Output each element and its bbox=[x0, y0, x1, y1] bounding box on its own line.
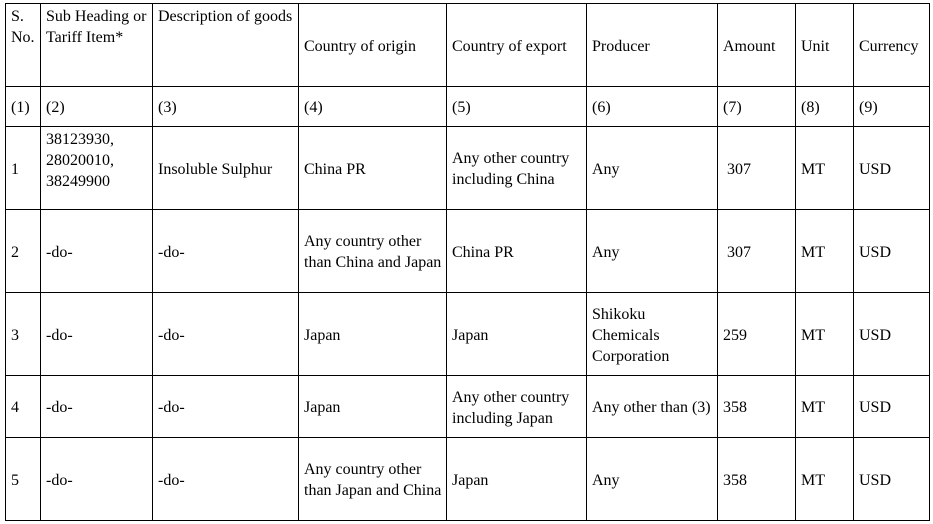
cell-currency: USD bbox=[854, 210, 930, 293]
column-number-cell: (3) bbox=[153, 87, 299, 127]
header-cell-country-of-export: Country of export bbox=[447, 4, 587, 87]
cell-sno: 4 bbox=[6, 376, 41, 438]
column-number-cell: (2) bbox=[41, 87, 153, 127]
table-row bbox=[6, 210, 930, 293]
cell-producer: Any other than (3) bbox=[587, 376, 718, 438]
column-number-row bbox=[6, 87, 930, 127]
column-number-cell: (9) bbox=[854, 87, 930, 127]
cell-amount: 358 bbox=[718, 376, 796, 438]
cell-country-of-export: Any other country including Japan bbox=[447, 376, 587, 438]
cell-sno: 2 bbox=[6, 210, 41, 293]
cell-description: Insoluble Sulphur bbox=[153, 127, 299, 210]
cell-sno: 3 bbox=[6, 293, 41, 376]
cell-currency: USD bbox=[854, 127, 930, 210]
header-cell-amount: Amount bbox=[718, 4, 796, 87]
cell-tariff-item: -do- bbox=[41, 293, 153, 376]
cell-country-of-export: China PR bbox=[447, 210, 587, 293]
cell-currency: USD bbox=[854, 376, 930, 438]
cell-sno: 1 bbox=[6, 127, 41, 210]
cell-description: -do- bbox=[153, 293, 299, 376]
cell-description: -do- bbox=[153, 210, 299, 293]
cell-amount: 307 bbox=[718, 210, 796, 293]
header-cell-description: Description of goods bbox=[153, 4, 299, 87]
cell-tariff-item: -do- bbox=[41, 438, 153, 521]
cell-producer: Any bbox=[587, 127, 718, 210]
cell-tariff-item: -do- bbox=[41, 376, 153, 438]
header-cell-currency: Currency bbox=[854, 4, 930, 87]
cell-currency: USD bbox=[854, 438, 930, 521]
column-number-cell: (8) bbox=[796, 87, 854, 127]
cell-tariff-item: -do- bbox=[41, 210, 153, 293]
header-cell-producer: Producer bbox=[587, 4, 718, 87]
table-row bbox=[6, 376, 930, 438]
duty-table bbox=[5, 3, 930, 521]
cell-country-of-origin: Japan bbox=[299, 293, 447, 376]
cell-country-of-origin: Japan bbox=[299, 376, 447, 438]
cell-currency: USD bbox=[854, 293, 930, 376]
cell-unit: MT bbox=[796, 438, 854, 521]
cell-country-of-origin: Any country other than China and Japan bbox=[299, 210, 447, 293]
table-row bbox=[6, 293, 930, 376]
cell-unit: MT bbox=[796, 376, 854, 438]
table-row bbox=[6, 438, 930, 521]
header-cell-country-of-origin: Country of origin bbox=[299, 4, 447, 87]
cell-sno: 5 bbox=[6, 438, 41, 521]
cell-unit: MT bbox=[796, 293, 854, 376]
cell-amount: 358 bbox=[718, 438, 796, 521]
column-number-cell: (1) bbox=[6, 87, 41, 127]
header-row bbox=[6, 4, 930, 87]
header-cell-tariff-item: Sub Heading or Tariff Item* bbox=[41, 4, 153, 87]
cell-tariff-item: 38123930, 28020010, 38249900 bbox=[41, 127, 153, 210]
column-number-cell: (6) bbox=[587, 87, 718, 127]
cell-description: -do- bbox=[153, 438, 299, 521]
cell-country-of-export: Any other country including China bbox=[447, 127, 587, 210]
cell-producer: Any bbox=[587, 210, 718, 293]
cell-unit: MT bbox=[796, 210, 854, 293]
cell-amount: 307 bbox=[718, 127, 796, 210]
column-number-cell: (7) bbox=[718, 87, 796, 127]
cell-unit: MT bbox=[796, 127, 854, 210]
cell-country-of-export: Japan bbox=[447, 293, 587, 376]
cell-description: -do- bbox=[153, 376, 299, 438]
column-number-cell: (5) bbox=[447, 87, 587, 127]
cell-amount: 259 bbox=[718, 293, 796, 376]
cell-producer: Shikoku Chemicals Corporation bbox=[587, 293, 718, 376]
cell-country-of-origin: Any country other than Japan and China bbox=[299, 438, 447, 521]
column-number-cell: (4) bbox=[299, 87, 447, 127]
header-cell-unit: Unit bbox=[796, 4, 854, 87]
table-row bbox=[6, 127, 930, 210]
cell-country-of-origin: China PR bbox=[299, 127, 447, 210]
cell-country-of-export: Japan bbox=[447, 438, 587, 521]
cell-producer: Any bbox=[587, 438, 718, 521]
header-cell-sno: S. No. bbox=[6, 4, 41, 87]
